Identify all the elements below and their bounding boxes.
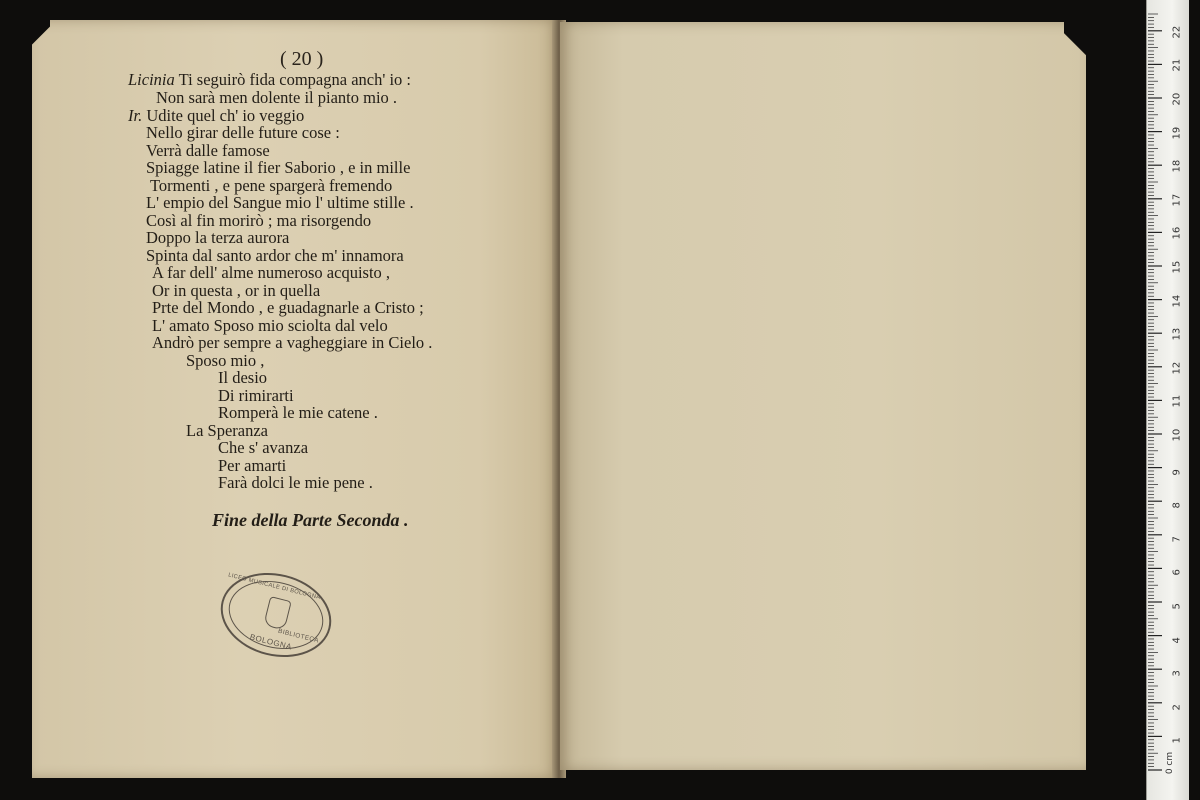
ruler-number: 3 <box>1171 670 1183 677</box>
speaker-name: Licinia <box>128 70 175 89</box>
ruler-number: 15 <box>1171 260 1183 274</box>
verse-line: Il desio <box>218 368 268 387</box>
show-through-text <box>452 70 456 88</box>
verse-line: Spinta dal santo ardor che m' innamora <box>146 246 404 265</box>
ruler-unit-label: 0 cm <box>1165 751 1176 775</box>
stamp-middle-text: BIBLIOTECA <box>277 627 320 645</box>
verse-line: Che s' avanza <box>218 438 309 457</box>
scale-ruler <box>1146 0 1189 800</box>
ruler-number: 5 <box>1171 603 1183 610</box>
verse-line: Andrò per sempre a vagheggiare in Cielo . <box>152 333 433 352</box>
verse-line: Farà dolci le mie pene . <box>218 473 373 492</box>
closing-line: Fine della Parte Seconda . <box>212 510 409 530</box>
verse-line: La Speranza <box>186 421 268 440</box>
ruler-number: 10 <box>1171 428 1183 442</box>
ruler-number: 17 <box>1171 193 1183 207</box>
ruler-number: 1 <box>1171 737 1183 744</box>
verse-text: Ti seguirò fida compagna anch' io : <box>178 70 411 89</box>
verse-line <box>128 107 304 125</box>
ruler-number: 20 <box>1171 92 1183 106</box>
verse-line: Or in questa , or in quella <box>152 281 321 300</box>
verse-line: Prte del Mondo , e guadagnarle a Cristo ; <box>152 298 424 317</box>
speaker-name: Ir. <box>128 106 143 125</box>
stamp-top-text: LICEO MUSICALE DI BOLOGNA <box>227 571 322 601</box>
ruler-number: 11 <box>1171 395 1183 408</box>
ruler-number: 6 <box>1171 569 1183 576</box>
verse-line: Di rimirarti <box>218 386 294 405</box>
ruler-number: 18 <box>1171 159 1183 173</box>
verse-line: Romperà le mie catene . <box>218 403 378 422</box>
verse-line: L' amato Sposo mio sciolta dal velo <box>152 316 388 335</box>
page-number: ( 20 ) <box>280 48 324 70</box>
ruler-number: 7 <box>1171 535 1183 543</box>
verse-line: Doppo la terza aurora <box>146 228 290 247</box>
stamp-bottom-text: BOLOGNA <box>248 632 293 652</box>
verse-line: Non sarà men dolente il pianto mio . <box>156 88 398 107</box>
ruler-number: 2 <box>1171 703 1183 711</box>
ruler-number: 4 <box>1171 636 1183 644</box>
ruler-number: 14 <box>1171 294 1183 308</box>
ruler-number: 12 <box>1171 361 1183 375</box>
ruler-number: 19 <box>1171 126 1183 140</box>
verse-line: Nello girar delle future cose : <box>146 123 340 142</box>
ruler-number: 21 <box>1171 59 1183 72</box>
ruler-number: 16 <box>1171 227 1183 240</box>
verse-line: Tormenti , e pene spargerà fremendo <box>150 176 393 195</box>
verse-line: L' empio del Sangue mio l' ultime stille . <box>146 193 414 212</box>
verse-text: Udite quel ch' io veggio <box>146 106 305 125</box>
verse-line: Verrà dalle famose <box>146 141 270 160</box>
verse-line: Sposo mio , <box>186 351 265 370</box>
verse-line <box>128 71 411 89</box>
ruler-number: 8 <box>1171 502 1183 509</box>
ruler-number: 22 <box>1171 25 1183 39</box>
ruler-ticks <box>1147 0 1189 800</box>
verse-line: Spiagge latine il fier Saborio , e in mille <box>146 158 411 177</box>
verse-line: Così al fin morirò ; ma risorgendo <box>146 211 372 230</box>
verse-line: A far dell' alme numeroso acquisto , <box>152 263 391 282</box>
right-page-blank <box>560 22 1086 770</box>
ruler-number: 13 <box>1171 327 1183 341</box>
ruler-number: 9 <box>1171 468 1183 476</box>
verse-line: Per amarti <box>218 456 287 475</box>
